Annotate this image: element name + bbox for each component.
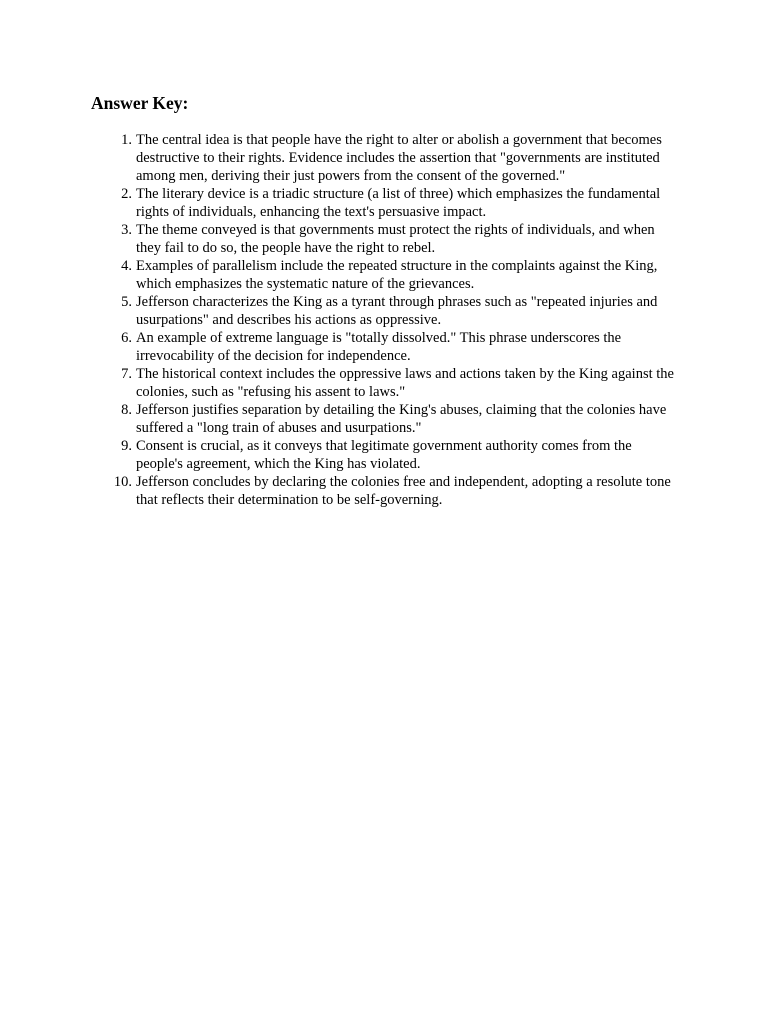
answer-text: Jefferson concludes by declaring the colonies free and independent, adopting a resolute tone that reflects their determination to be self-governing.: [136, 474, 671, 508]
answer-text: The central idea is that people have the right to alter or abolish a government that becomes destructive to their rights. Evidence includes the assertion that "governments are instituted among men, deriving their just powers from the consent of the governed.": [136, 132, 662, 184]
answer-number: 5.: [121, 294, 132, 310]
answer-text: The literary device is a triadic structure (a list of three) which emphasizes the fundamental rights of individuals, enhancing the text's persuasive impact.: [136, 186, 661, 220]
answer-number: 7.: [121, 366, 132, 382]
answer-item: [0, 401, 680, 437]
answer-text: Examples of parallelism include the repeated structure in the complaints against the King, which emphasizes the systematic nature of the grievances.: [136, 258, 658, 292]
answer-text: An example of extreme language is "totally dissolved." This phrase underscores the irrevocability of the decision for independence.: [136, 330, 622, 364]
answer-text: The historical context includes the oppressive laws and actions taken by the King against the colonies, such as "refusing his assent to laws.": [136, 366, 674, 400]
answer-item: [0, 221, 680, 257]
answer-number: 1.: [121, 132, 132, 148]
answer-number: 3.: [121, 222, 132, 238]
answer-item: [0, 437, 680, 473]
answer-item: [0, 293, 680, 329]
answer-text: Jefferson justifies separation by detailing the King's abuses, claiming that the colonies have suffered a "long train of abuses and usurpations.": [136, 402, 667, 436]
answer-number: 9.: [121, 438, 132, 454]
answer-number: 10.: [113, 474, 132, 490]
answer-text: Jefferson characterizes the King as a tyrant through phrases such as "repeated injuries and usurpations" and describes his actions as oppressive.: [136, 294, 658, 328]
answer-item: [0, 257, 680, 293]
answer-item: [0, 131, 680, 185]
answer-key-heading: Answer Key:: [91, 93, 189, 113]
answer-text: The theme conveyed is that governments must protect the rights of individuals, and when they fail to do so, the people have the right to rebel.: [136, 222, 655, 256]
answer-item: [0, 365, 680, 401]
answer-item: [0, 185, 680, 221]
answer-number: 2.: [121, 186, 132, 202]
answer-list: [0, 131, 768, 509]
answer-item: [0, 473, 680, 509]
answer-number: 6.: [121, 330, 132, 346]
answer-number: 4.: [121, 258, 132, 274]
answer-item: [0, 329, 680, 365]
answer-text: Consent is crucial, as it conveys that legitimate government authority comes from the people's agreement, which the King has violated.: [136, 438, 632, 472]
answer-number: 8.: [121, 402, 132, 418]
